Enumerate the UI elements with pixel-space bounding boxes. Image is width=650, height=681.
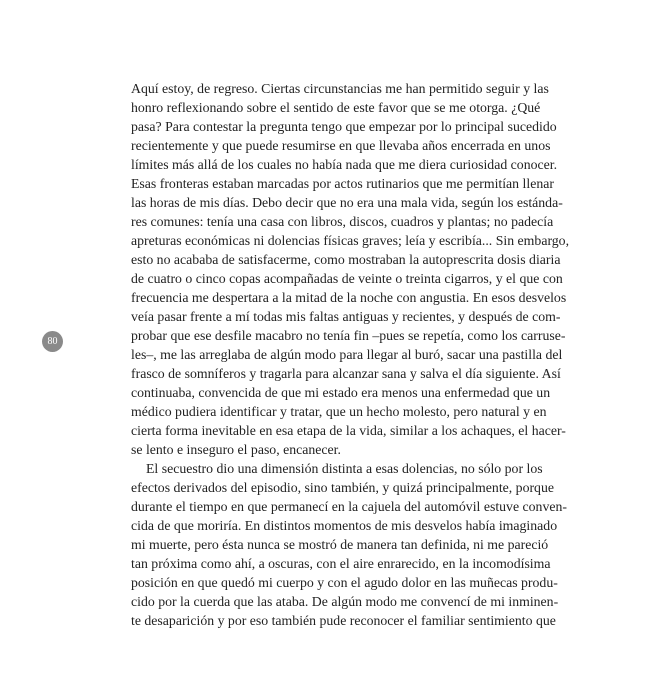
text-line: de cuatro o cinco copas acompañadas de veinte o treinta cigarros, y el que con	[131, 271, 563, 286]
page-number-badge: 80	[42, 331, 63, 352]
text-line: Aquí estoy, de regreso. Ciertas circunstancias me han permitido seguir y las	[131, 81, 549, 96]
text-line: se lento e inseguro el paso, encanecer.	[131, 442, 341, 457]
text-line: cierta forma inevitable en esa etapa de la vida, similar a los achaques, el hacer-	[131, 423, 566, 438]
text-line: médico pudiera identificar y tratar, que un hecho molesto, pero natural y en	[131, 404, 547, 419]
text-line: límites más allá de los cuales no había nada que me diera curiosidad conocer.	[131, 157, 558, 172]
body-text	[131, 79, 570, 630]
text-line: probar que ese desfile macabro no tenía fin –pues se repetía, como los carruse-	[131, 328, 566, 343]
text-line: res comunes: tenía una casa con libros, discos, cuadros y plantas; no padecía	[131, 214, 554, 229]
text-line: las horas de mis días. Debo decir que no era una mala vida, según los estánda-	[131, 195, 563, 210]
text-line: apreturas económicas ni dolencias físicas graves; leía y escribía... Sin embargo,	[131, 233, 570, 248]
text-line: mi muerte, pero ésta nunca se mostró de manera tan definida, ni me pareció	[131, 537, 549, 552]
text-line: honro reflexionando sobre el sentido de este favor que se me otorga. ¿Qué	[131, 100, 541, 115]
text-line: tan próxima como ahí, a oscuras, con el aire enrarecido, en la incomodísima	[131, 556, 551, 571]
text-line: durante el tiempo en que permanecí en la cajuela del automóvil estuve conven-	[131, 499, 567, 514]
text-line: les–, me las arreglaba de algún modo para llegar al buró, sacar una pastilla del	[131, 347, 563, 362]
text-line: El secuestro dio una dimensión distinta a esas dolencias, no sólo por los	[146, 461, 543, 476]
text-line: te desaparición y por eso también pude reconocer el familiar sentimiento que	[131, 613, 556, 628]
text-line: frecuencia me despertara a la mitad de la noche con angustia. En esos desvelos	[131, 290, 567, 305]
paragraph-2	[131, 459, 567, 630]
text-line: veía pasar frente a mí todas mis faltas antiguas y recientes, y después de com-	[131, 309, 561, 324]
text-line: Esas fronteras estaban marcadas por actos rutinarios que me permitían llenar	[131, 176, 554, 191]
text-line: cido por la cuerda que las ataba. De algún modo me convencí de mi inminen-	[131, 594, 559, 609]
text-line: posición en que quedó mi cuerpo y con el agudo dolor en las muñecas produ-	[131, 575, 558, 590]
text-line: frasco de somníferos y tragarla para alcanzar sana y salva el día siguiente. Así	[131, 366, 561, 381]
text-line: continuaba, convencida de que mi estado era menos una enfermedad que un	[131, 385, 551, 400]
paragraph-1	[131, 79, 570, 459]
text-line: efectos derivados del episodio, sino también, y quizá principalmente, porque	[131, 480, 554, 495]
text-line: esto no acababa de satisfacerme, como mostraban la autoprescrita dosis diaria	[131, 252, 561, 267]
text-line: cida de que moriría. En distintos momentos de mis desvelos había imaginado	[131, 518, 558, 533]
text-line: recientemente y que puede resumirse en que llevaba años encerrada en unos	[131, 138, 551, 153]
text-line: pasa? Para contestar la pregunta tengo que empezar por lo principal sucedido	[131, 119, 557, 134]
